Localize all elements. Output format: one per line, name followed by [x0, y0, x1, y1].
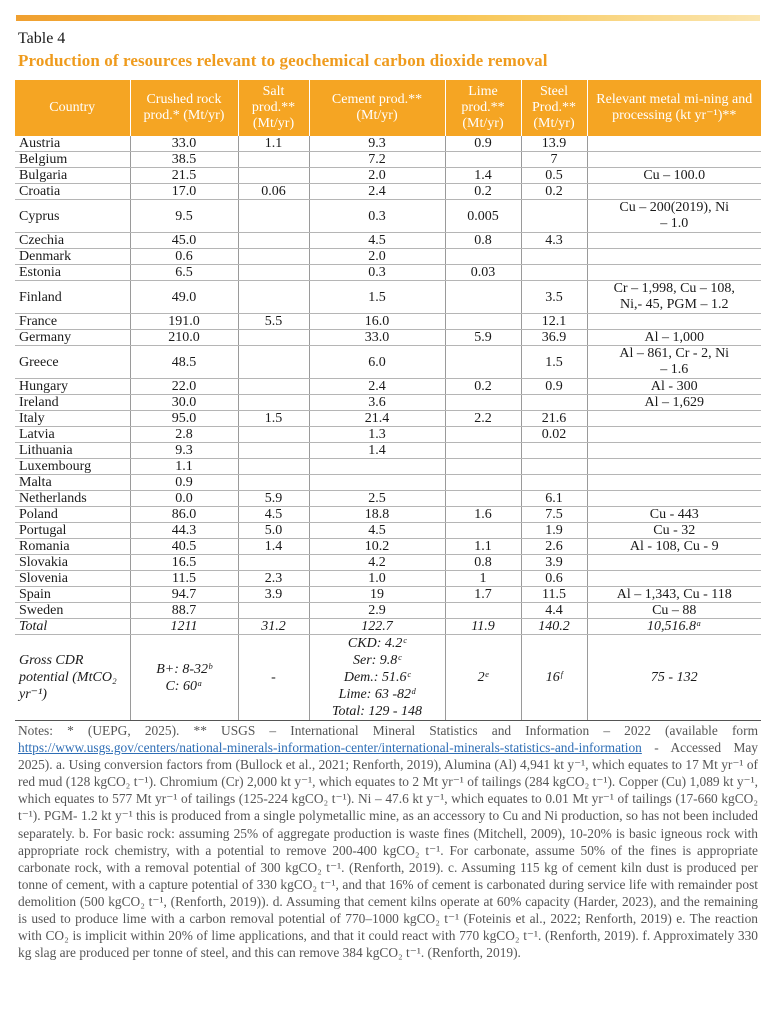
cell-metal-mining: [587, 427, 761, 443]
cell-metal-mining: [587, 184, 761, 200]
table-row: [15, 507, 761, 523]
col-header-crushed-rock: Crushed rock prod.* (Mt/yr): [130, 80, 238, 136]
cell-metal-mining: [587, 152, 761, 168]
cell-crushed-rock: 9.3: [130, 443, 238, 459]
table-row: [15, 443, 761, 459]
cell-country: Hungary: [15, 379, 130, 395]
cell-country: Belgium: [15, 152, 130, 168]
cell-salt: 5.9: [238, 491, 309, 507]
cell-cement: 4.2: [309, 555, 445, 571]
table-header-row: [15, 80, 761, 136]
table-row: [15, 411, 761, 427]
cell-lime: [445, 249, 521, 265]
cell-salt: [238, 379, 309, 395]
cell-lime: 0.8: [445, 555, 521, 571]
total-cell-steel: 140.2: [521, 619, 587, 635]
cell-country: Finland: [15, 281, 130, 314]
cell-country: Slovenia: [15, 571, 130, 587]
table-row: [15, 427, 761, 443]
cell-country: Malta: [15, 475, 130, 491]
cell-salt: [238, 233, 309, 249]
cell-country: Austria: [15, 136, 130, 152]
cell-salt: [238, 459, 309, 475]
gross-cell-lime: 2ᵉ: [445, 635, 521, 721]
cell-country: France: [15, 314, 130, 330]
cell-crushed-rock: 88.7: [130, 603, 238, 619]
table-row: [15, 330, 761, 346]
cell-metal-mining: [587, 411, 761, 427]
col-header-cement: Cement prod.** (Mt/yr): [309, 80, 445, 136]
cell-salt: [238, 200, 309, 233]
cell-steel: 4.4: [521, 603, 587, 619]
cell-metal-mining: Cu - 443: [587, 507, 761, 523]
cell-metal-mining: [587, 233, 761, 249]
table-row: [15, 395, 761, 411]
cell-lime: [445, 314, 521, 330]
usgs-link[interactable]: https://www.usgs.gov/centers/national-minerals-information-center/international-minerals-statistics-and-information: [18, 740, 642, 756]
cell-metal-mining: Al – 861, Cr - 2, Ni – 1.6: [587, 346, 761, 379]
cell-metal-mining: [587, 475, 761, 491]
cell-metal-mining: [587, 265, 761, 281]
cell-steel: 11.5: [521, 587, 587, 603]
cell-salt: 2.3: [238, 571, 309, 587]
cell-cement: 4.5: [309, 233, 445, 249]
cell-crushed-rock: 16.5: [130, 555, 238, 571]
table-notes: [18, 722, 758, 961]
cell-salt: [238, 152, 309, 168]
cell-lime: 0.9: [445, 136, 521, 152]
cell-country: Bulgaria: [15, 168, 130, 184]
table-row: [15, 523, 761, 539]
cell-cement: 16.0: [309, 314, 445, 330]
cell-metal-mining: [587, 249, 761, 265]
cell-crushed-rock: 44.3: [130, 523, 238, 539]
cell-steel: [521, 459, 587, 475]
cell-country: Cyprus: [15, 200, 130, 233]
cell-crushed-rock: 0.0: [130, 491, 238, 507]
cell-country: Denmark: [15, 249, 130, 265]
cell-country: Greece: [15, 346, 130, 379]
table-row: [15, 200, 761, 233]
cell-crushed-rock: 86.0: [130, 507, 238, 523]
cell-steel: [521, 249, 587, 265]
cell-cement: 7.2: [309, 152, 445, 168]
cell-steel: 0.2: [521, 184, 587, 200]
cell-salt: 0.06: [238, 184, 309, 200]
cell-cement: 0.3: [309, 200, 445, 233]
cell-crushed-rock: 0.6: [130, 249, 238, 265]
table-row: [15, 346, 761, 379]
cell-lime: 1.7: [445, 587, 521, 603]
cell-metal-mining: Al – 1,000: [587, 330, 761, 346]
cell-steel: [521, 475, 587, 491]
table-row: [15, 136, 761, 152]
cell-steel: 6.1: [521, 491, 587, 507]
cell-crushed-rock: 17.0: [130, 184, 238, 200]
total-row: [15, 619, 761, 635]
cell-lime: 0.2: [445, 184, 521, 200]
total-cell-country: Total: [15, 619, 130, 635]
cell-salt: [238, 168, 309, 184]
cell-cement: 18.8: [309, 507, 445, 523]
cell-country: Netherlands: [15, 491, 130, 507]
cell-metal-mining: Al – 1,629: [587, 395, 761, 411]
notes-text-intro: Notes: * (UEPG, 2025). ** USGS – International Mineral Statistics and Information – 2022 (available form: [18, 723, 758, 738]
cell-cement: 1.5: [309, 281, 445, 314]
cell-salt: 4.5: [238, 507, 309, 523]
total-cell-salt: 31.2: [238, 619, 309, 635]
cell-salt: 3.9: [238, 587, 309, 603]
cell-lime: [445, 281, 521, 314]
cell-steel: 0.02: [521, 427, 587, 443]
cell-metal-mining: Cu – 88: [587, 603, 761, 619]
cell-country: Croatia: [15, 184, 130, 200]
cell-lime: 5.9: [445, 330, 521, 346]
col-header-lime: Lime prod.** (Mt/yr): [445, 80, 521, 136]
cell-cement: 1.3: [309, 427, 445, 443]
cell-lime: 1.4: [445, 168, 521, 184]
cell-crushed-rock: 6.5: [130, 265, 238, 281]
cell-crushed-rock: 33.0: [130, 136, 238, 152]
production-table: [15, 80, 761, 721]
cell-steel: 3.9: [521, 555, 587, 571]
gross-cell-crushed-rock: B+: 8-32ᵇ C: 60ᵃ: [130, 635, 238, 721]
cell-country: Italy: [15, 411, 130, 427]
table-row: [15, 603, 761, 619]
cell-crushed-rock: 38.5: [130, 152, 238, 168]
gross-cell-country: Gross CDR potential (MtCO₂ yr⁻¹): [15, 635, 130, 721]
cell-steel: 36.9: [521, 330, 587, 346]
cell-cement: 2.9: [309, 603, 445, 619]
table-row: [15, 539, 761, 555]
cell-salt: [238, 330, 309, 346]
cell-lime: [445, 346, 521, 379]
cell-salt: [238, 249, 309, 265]
cell-cement: [309, 475, 445, 491]
cell-metal-mining: Al - 300: [587, 379, 761, 395]
cell-lime: [445, 491, 521, 507]
cell-country: Poland: [15, 507, 130, 523]
cell-metal-mining: [587, 571, 761, 587]
cell-cement: 9.3: [309, 136, 445, 152]
cell-lime: 1.6: [445, 507, 521, 523]
table-label: Table 4: [18, 30, 66, 47]
cell-salt: [238, 475, 309, 491]
cell-cement: [309, 459, 445, 475]
cell-lime: [445, 443, 521, 459]
cell-crushed-rock: 9.5: [130, 200, 238, 233]
cell-steel: 1.9: [521, 523, 587, 539]
cell-lime: [445, 395, 521, 411]
cell-metal-mining: Cu – 200(2019), Ni – 1.0: [587, 200, 761, 233]
cell-metal-mining: [587, 443, 761, 459]
cell-cement: 1.0: [309, 571, 445, 587]
cell-crushed-rock: 94.7: [130, 587, 238, 603]
cell-cement: 2.5: [309, 491, 445, 507]
cell-metal-mining: [587, 136, 761, 152]
cell-crushed-rock: 22.0: [130, 379, 238, 395]
table-row: [15, 184, 761, 200]
cell-steel: 7: [521, 152, 587, 168]
table-row: [15, 281, 761, 314]
cell-steel: [521, 443, 587, 459]
cell-steel: 1.5: [521, 346, 587, 379]
cell-country: Portugal: [15, 523, 130, 539]
cell-lime: 0.005: [445, 200, 521, 233]
table-row: [15, 233, 761, 249]
cell-steel: [521, 395, 587, 411]
table-row: [15, 587, 761, 603]
cell-crushed-rock: 40.5: [130, 539, 238, 555]
cell-cement: 10.2: [309, 539, 445, 555]
table-row: [15, 475, 761, 491]
cell-crushed-rock: 210.0: [130, 330, 238, 346]
cell-crushed-rock: 95.0: [130, 411, 238, 427]
cell-lime: 1.1: [445, 539, 521, 555]
total-cell-crushed-rock: 1211: [130, 619, 238, 635]
cell-steel: 4.3: [521, 233, 587, 249]
cell-cement: 6.0: [309, 346, 445, 379]
cell-lime: [445, 459, 521, 475]
cell-crushed-rock: 2.8: [130, 427, 238, 443]
table-title: Production of resources relevant to geochemical carbon dioxide removal: [18, 51, 548, 70]
cell-cement: 2.4: [309, 379, 445, 395]
cell-country: Lithuania: [15, 443, 130, 459]
gross-cell-salt: -: [238, 635, 309, 721]
cell-cement: 3.6: [309, 395, 445, 411]
cell-salt: [238, 281, 309, 314]
cell-country: Estonia: [15, 265, 130, 281]
cell-crushed-rock: 21.5: [130, 168, 238, 184]
cell-salt: [238, 346, 309, 379]
total-cell-metal-mining: 10,516.8ᵃ: [587, 619, 761, 635]
cell-country: Spain: [15, 587, 130, 603]
col-header-salt: Salt prod.** (Mt/yr): [238, 80, 309, 136]
cell-cement: 2.4: [309, 184, 445, 200]
cell-metal-mining: Al - 108, Cu - 9: [587, 539, 761, 555]
cell-metal-mining: [587, 491, 761, 507]
cell-lime: [445, 475, 521, 491]
table-row: [15, 571, 761, 587]
table-row: [15, 249, 761, 265]
cell-crushed-rock: 45.0: [130, 233, 238, 249]
table-row: [15, 265, 761, 281]
gross-cdr-row: [15, 635, 761, 721]
cell-country: Latvia: [15, 427, 130, 443]
cell-steel: 21.6: [521, 411, 587, 427]
cell-lime: 1: [445, 571, 521, 587]
cell-metal-mining: Cr – 1,998, Cu – 108, Ni,- 45, PGM – 1.2: [587, 281, 761, 314]
cell-country: Czechia: [15, 233, 130, 249]
cell-steel: 3.5: [521, 281, 587, 314]
cell-crushed-rock: 11.5: [130, 571, 238, 587]
total-cell-cement: 122.7: [309, 619, 445, 635]
cell-metal-mining: Al – 1,343, Cu - 118: [587, 587, 761, 603]
cell-country: Germany: [15, 330, 130, 346]
cell-cement: 21.4: [309, 411, 445, 427]
cell-lime: [445, 427, 521, 443]
cell-salt: 1.5: [238, 411, 309, 427]
cell-cement: 4.5: [309, 523, 445, 539]
cell-salt: [238, 555, 309, 571]
cell-cement: 1.4: [309, 443, 445, 459]
cell-salt: [238, 395, 309, 411]
cell-crushed-rock: 49.0: [130, 281, 238, 314]
table-body: [15, 136, 761, 721]
cell-crushed-rock: 1.1: [130, 459, 238, 475]
cell-salt: 5.0: [238, 523, 309, 539]
table-row: [15, 459, 761, 475]
cell-country: Ireland: [15, 395, 130, 411]
cell-salt: 5.5: [238, 314, 309, 330]
cell-cement: 2.0: [309, 249, 445, 265]
cell-crushed-rock: 191.0: [130, 314, 238, 330]
cell-cement: 0.3: [309, 265, 445, 281]
col-header-metal-mining: Relevant metal mi-ning and processing (kt yr⁻¹)**: [587, 80, 761, 136]
cell-steel: 0.5: [521, 168, 587, 184]
gross-cell-metal-mining: 75 - 132: [587, 635, 761, 721]
col-header-country: Country: [15, 80, 130, 136]
cell-crushed-rock: 0.9: [130, 475, 238, 491]
cell-salt: 1.1: [238, 136, 309, 152]
notes-text-body: - Accessed May 2025). a. Using conversion factors from (Bullock et al., 2021; Renforth, 2019), Alumina (Al) 4,941 kt y⁻¹, which equates to 17 Mt yr⁻¹ of red mud (128 kgCO₂ t⁻¹). Chromium (Cr) 2,000 kt y⁻¹, which equates to 2 Mt yr⁻¹ of tailings (284 kgCO₂ t⁻¹). Copper (Cu) 1,089 kt y⁻¹, which equates to 577 Mt yr⁻¹ of tailings (125-224 kgCO₂ t⁻¹). Ni – 47.6 kt y⁻¹, which equates to 0.01 Mt yr⁻¹ of tailings (17-660 kgCO₂ t⁻¹). PGM- 1.2 kt y⁻¹ this is produced from a single polymetallic mine, as an accessory to Cu and Ni production, so has not been included separately. b. For basic rock: assuming 25% of aggregate production is waste fines (Mitchell, 2009), 10-20% is basic igneous rock with appropriate rock chemistry, with a potential to remove 200-400 kgCO₂ t⁻¹. For carbonate, assume 50% of the fines is appropriate carbonate rock, with a removal potential of 300 kgCO₂ t⁻¹. (Renforth, 2019). c. Assuming 115 kg of cement kiln dust is produced per tonne of cement, with a capture potential of 330 kgCO₂ t⁻¹, and that 16% of cement is carbonated during service life with remainder post demolition (500 kgCO₂ t⁻¹, (Renforth, 2019)). d. Assuming that cement kilns operate at 60% capacity (Harder, 2023), and the remaining is used to produce lime with a carbon removal potential of 770–1000 kgCO₂ t⁻¹ (Foteinis et al., 2022; Renforth, 2019) e. The reaction with CO₂ is implicit within 20% of lime applications, and that it could react with 770 kgCO₂ t⁻¹. (Renforth, 2019). f. Approximately 330 kg slag are produced per tonne of steel, and this can remove 384 kgCO₂ t⁻¹. (Renforth, 2019).: [18, 740, 758, 961]
header-accent-bar: [16, 15, 760, 21]
table-row: [15, 314, 761, 330]
cell-lime: 0.2: [445, 379, 521, 395]
col-header-steel: Steel Prod.** (Mt/yr): [521, 80, 587, 136]
cell-country: Luxembourg: [15, 459, 130, 475]
cell-cement: 2.0: [309, 168, 445, 184]
cell-salt: 1.4: [238, 539, 309, 555]
cell-steel: [521, 200, 587, 233]
cell-lime: 0.8: [445, 233, 521, 249]
gross-cell-steel: 16ᶠ: [521, 635, 587, 721]
cell-steel: 7.5: [521, 507, 587, 523]
cell-lime: 2.2: [445, 411, 521, 427]
cell-steel: 13.9: [521, 136, 587, 152]
cell-crushed-rock: 30.0: [130, 395, 238, 411]
cell-salt: [238, 427, 309, 443]
table-row: [15, 379, 761, 395]
cell-country: Romania: [15, 539, 130, 555]
table-row: [15, 491, 761, 507]
cell-country: Slovakia: [15, 555, 130, 571]
cell-crushed-rock: 48.5: [130, 346, 238, 379]
cell-salt: [238, 603, 309, 619]
table-row: [15, 555, 761, 571]
cell-steel: 2.6: [521, 539, 587, 555]
cell-cement: 19: [309, 587, 445, 603]
cell-cement: 33.0: [309, 330, 445, 346]
cell-steel: [521, 265, 587, 281]
total-cell-lime: 11.9: [445, 619, 521, 635]
table-row: [15, 168, 761, 184]
cell-steel: 12.1: [521, 314, 587, 330]
cell-metal-mining: [587, 314, 761, 330]
table-row: [15, 152, 761, 168]
cell-salt: [238, 265, 309, 281]
cell-steel: 0.6: [521, 571, 587, 587]
cell-lime: [445, 523, 521, 539]
cell-metal-mining: [587, 459, 761, 475]
cell-salt: [238, 443, 309, 459]
cell-country: Sweden: [15, 603, 130, 619]
cell-lime: [445, 603, 521, 619]
cell-metal-mining: [587, 555, 761, 571]
cell-steel: 0.9: [521, 379, 587, 395]
cell-metal-mining: Cu - 32: [587, 523, 761, 539]
cell-metal-mining: Cu – 100.0: [587, 168, 761, 184]
cell-lime: 0.03: [445, 265, 521, 281]
cell-lime: [445, 152, 521, 168]
gross-cell-cement: CKD: 4.2ᶜ Ser: 9.8ᶜ Dem.: 51.6ᶜ Lime: 63 -82ᵈ Total: 129 - 148: [309, 635, 445, 721]
